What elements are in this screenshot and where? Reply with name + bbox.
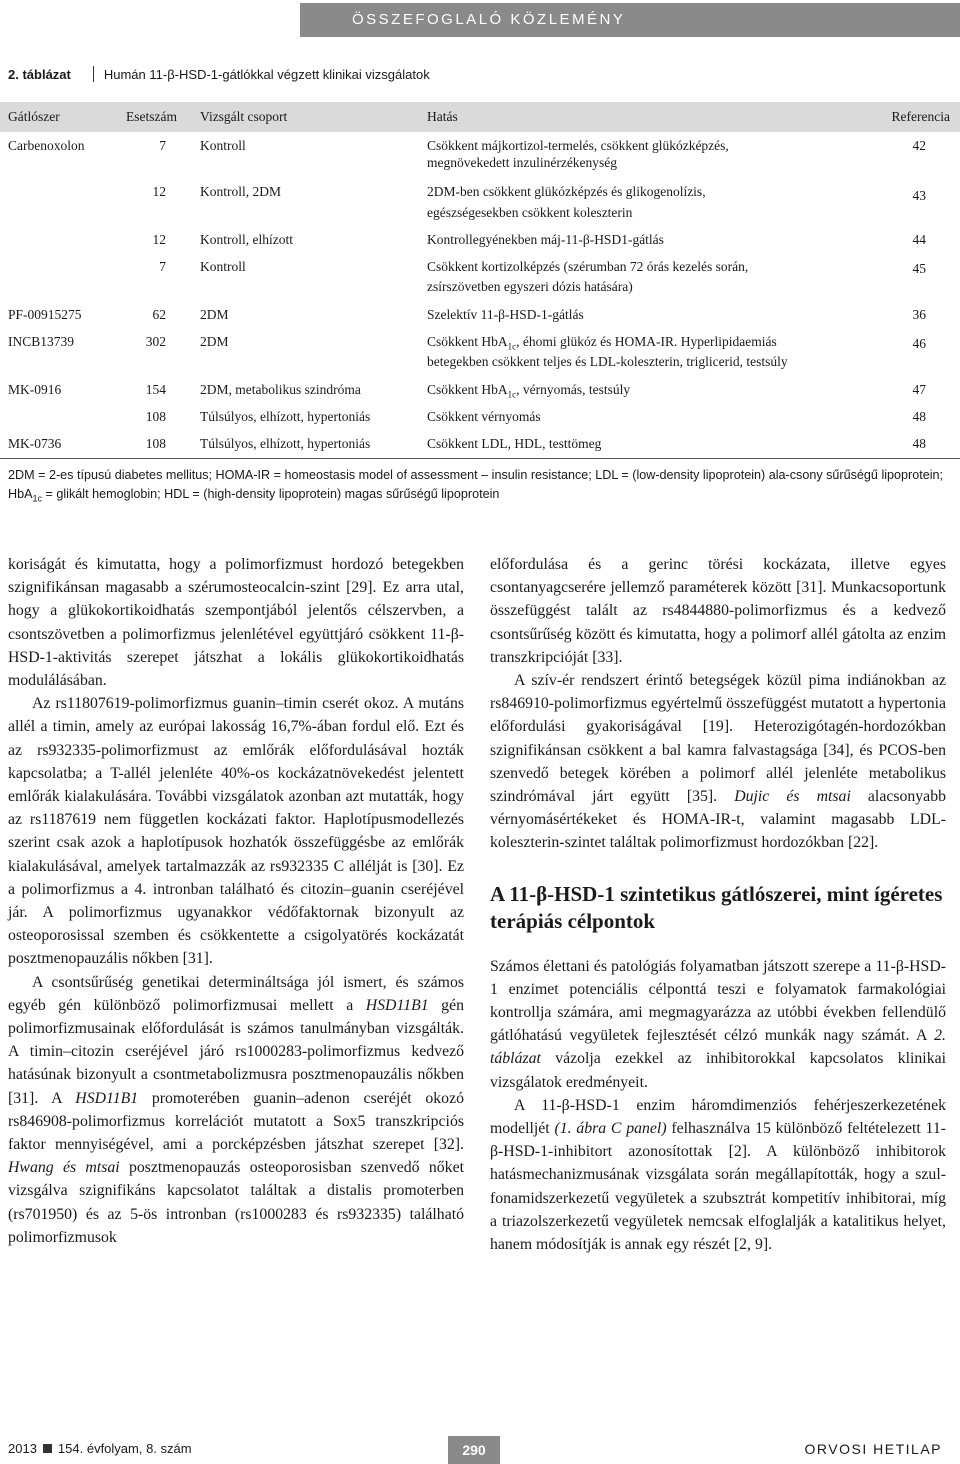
section-title: ÖSSZEFOGLALÓ KÖZLEMÉNY: [352, 11, 626, 28]
cell-cases: 7: [159, 259, 166, 274]
cell-group: Kontroll: [200, 138, 246, 153]
right-text-column: [490, 553, 946, 1256]
cell-drug: Carbenoxolon: [8, 138, 85, 153]
left-text-column: [8, 553, 464, 1249]
cell-effect: Csökkent HbA$_{1c}$, éhomi glükóz és HOMA-IR. Hyperlipidaemiás: [427, 334, 777, 352]
paragraph: Az rs11807619-polimorfizmus guanin–timin cserét okoz. A mutáns allél a timin, amely az európai lakosság 16,7%-ában fordul elő. Ezt és az rs932335-polimorfizmust az emlőrák előfordulásával hozták kapcsolatba; a T-allél jelenléte 40%-os kockázatnövekedést jelentett emlőrák kialakulására. További vizsgálatok azonban azt mutatták, hogy az rs1187619 nem független kockázati faktor. Haplotípusmodellezés szerint csak azok a haplotípusok hozhatók összefüggésbe az emlőrák kialakulásával, amelyek tartalmazzák az rs932335 C allélját is [30]. Ez a polimorfizmus a 4. intronban található és citozin–guanin cseréjével jár. A polimorfizmus ugyanakkor védőfaktornak bizonyult az osteoporosissal szemben és csökkentette a csigolyatörés kockázatát posztmenopauzális nőkben [31].: [8, 695, 464, 968]
cell-cases: 7: [159, 138, 166, 153]
cell-reference: 46: [912, 336, 926, 351]
table-label: 2. táblázat: [8, 67, 71, 82]
cell-drug: MK-0916: [8, 382, 62, 397]
paragraph: koriságát és kimutatta, hogy a polimorfizmust hordozó betegekben szignifikánsan magasabb a szérumosteocalcin-szint [29]. Ez arra utal, hogy a glükokortikoidhatás szempontjából jelentős célszervben, a csontszövetben a polimorfizmus jelenlétével együttjáró csökkent 11-β-HSD-1-aktivitás szerepet játszhat a lokális glükokortikoidhatás modulálásában.: [8, 556, 464, 690]
cell-cases: 154: [145, 382, 166, 397]
section-heading: A 11-β-HSD-1 szintetikus gátlószerei, mint ígéretes terápiás célpontok: [490, 881, 943, 933]
table-header: [0, 102, 960, 132]
cell-drug: PF-00915275: [8, 307, 82, 322]
cell-cases: 12: [152, 232, 166, 247]
cell-effect-cont: betegekben csökkent teljes és LDL-koleszterin, triglicerid, testsúly: [427, 354, 788, 369]
cell-effect-cont: egészségesekben csökkent koleszterin: [427, 205, 633, 220]
paragraph: Számos élettani és patológiás folyamatban játszott szerepe a 11-β-HSD-1 enzimet potenciális célponttá teszi e folyamatok farmakológiai kontrollja számára, ami megmagyarázza az utóbbi években fellendülő gátlóhatású vegyületek fejlesztését célzó munkák nagy számát. A 2. táblázat vázolja ezekkel az inhibitorokkal kapcsolatos klinikai vizsgálatok eredményeit.: [490, 957, 946, 1091]
cell-reference: 44: [912, 232, 926, 247]
cell-effect: Csökkent vérnyomás: [427, 409, 541, 424]
table-footnote: 2DM = 2-es típusú diabetes mellitus; HOMA-IR = homeostasis model of assessment – insulin resistance; LDL = (low-density lipoprotein) ala-csony sűrűségű lipoprotein; HbA$_{1c}$ = glikált hemoglobin; HDL = (high-density lipoprotein) magas sűrűségű lipoprotein: [8, 468, 944, 504]
cell-group: 2DM, metabolikus szindróma: [200, 382, 361, 397]
cell-cases: 302: [145, 334, 166, 349]
cell-group: Túlsúlyos, elhízott, hypertoniás: [200, 409, 371, 424]
paragraph: A 11-β-HSD-1 enzim háromdimenziós fehérjeszerkezetének modelljét (1. ábra C panel) felhasználva 15 különböző feltételezett 11-β-HSD-1-inhibitort azonosítottak [2]. A különböző inhibitorok hatásmechanizmusának vizsgálata során megállapították, hogy a szulfonamidszerkezetű vegyületek a szubsztrát kompetitív inhibitorai, míg a triazolszerkezetű vegyületek nemcsak elfoglalják a katalitikus helyet, hanem módosítják is annak egy részét [2, 9].: [490, 1096, 946, 1254]
section-banner: [300, 3, 960, 37]
page-footer: [0, 1436, 960, 1464]
cell-effect: Csökkent májkortizol-termelés, csökkent glükózképzés,: [427, 138, 729, 153]
cell-drug: MK-0736: [8, 436, 62, 451]
issue-info: [8, 1441, 192, 1456]
cell-effect: Kontrollegyénekben máj-11-β-HSD1-gátlás: [427, 232, 664, 247]
cell-effect-cont: zsírszövetben egyszeri dózis hatására): [427, 279, 633, 294]
footer-volume: 154. évfolyam, 8. szám: [57, 1441, 192, 1456]
cell-group: 2DM: [200, 307, 229, 322]
cell-reference: 45: [912, 261, 926, 276]
cell-group: Kontroll: [200, 259, 246, 274]
column-header-reference: Referencia: [891, 109, 950, 124]
paragraph: előfordulása és a gerinc törési kockázata, illetve egyes csontanyagcserére jellemző paraméterek között [31]. Munkacsoportunk összefüggést talált az rs4844880-polimorfizmus és a kedvező csontsűrűség között és kimutatta, hogy a polimorf allél gátolta az enzim transzkripcióját [33].: [490, 556, 946, 666]
cell-reference: 47: [912, 382, 926, 397]
column-header-cases: Esetszám: [126, 109, 177, 124]
cell-reference: 36: [912, 307, 926, 322]
cell-group: Túlsúlyos, elhízott, hypertoniás: [200, 436, 371, 451]
cell-effect: Csökkent HbA$_{1c}$, vérnyomás, testsúly: [427, 382, 631, 400]
journal-name: ORVOSI HETILAP: [804, 1441, 942, 1457]
cell-reference: 43: [912, 188, 926, 203]
cell-reference: 42: [912, 138, 926, 153]
cell-reference: 48: [912, 409, 926, 424]
column-header-effect: Hatás: [427, 109, 458, 124]
cell-cases: 62: [152, 307, 166, 322]
footer-year: 2013: [8, 1441, 37, 1456]
paragraph: A csontsűrűség genetikai determináltsága jól ismert, és számos egyéb gén különböző polimorfizmusai mellett a HSD11B1 gén polimorfizmusainak előfordulását is számos tanulmányban vizsgálták. A timin–citozin cseréjével járó rs1000283-polimorfizmus kedvező hatásúnak bizonyult a csontmetabolizmusra posztmenopauzális nőkben [31]. A HSD11B1 promoterében guanin–adenon cseréjét okozó rs846908-polimorfizmus korrelációt mutatott a Sox5 transzkripciós faktor mennyiségével, ami a porcképzésben játszhat szerepet [32]. Hwang és mtsai posztmenopauzás osteoporosisban szenvedő nőket vizsgálva szignifikáns kapcsolatot találtak a distalis promoterben (rs701950) és az 5-ös intronban (rs1000283 és rs932335) található polimorfizmusok: [8, 973, 464, 1246]
caption-divider: [93, 66, 94, 82]
column-header-group: Vizsgált csoport: [200, 109, 288, 124]
paragraph: A szív-ér rendszert érintő betegségek közül pima indiánokban az rs846910-polimorfizmus egyértelmű összefüggést mutatott a hypertonia előfordulási gyakoriságával [19]. Heterozigótagén-hordozókban szignifikánsan csökkent a bal kamra falvastagsága [34], és PCOS-ben szenvedő betegek körében a polimorf allél jelenléte metabolikus szindrómával járt együtt [35]. Dujic és mtsai alacsonyabb vérnyomásértékeket és HOMA-IR-t, valamint magasabb LDL-koleszterin-szintet találtak polimorfizmust hordozókban [22].: [490, 672, 946, 852]
cell-cases: 108: [145, 409, 166, 424]
cell-effect: Csökkent LDL, HDL, testtömeg: [427, 436, 602, 451]
table-title: Humán 11-β-HSD-1-gátlókkal végzett klinikai vizsgálatok: [103, 67, 430, 82]
cell-effect: Csökkent kortizolképzés (szérumban 72 órás kezelés során,: [427, 259, 749, 274]
cell-group: Kontroll, elhízott: [200, 232, 293, 247]
cell-effect: Szelektív 11-β-HSD-1-gátlás: [427, 307, 584, 322]
cell-group: 2DM: [200, 334, 229, 349]
cell-drug: INCB13739: [8, 334, 75, 349]
cell-cases: 108: [145, 436, 166, 451]
square-bullet-icon: [43, 1444, 52, 1453]
table-caption: [8, 66, 430, 84]
cell-reference: 48: [912, 436, 926, 451]
cell-effect-cont: megnövekedett inzulinérzékenység: [427, 155, 618, 170]
cell-cases: 12: [152, 184, 166, 199]
cell-effect: 2DM-ben csökkent glükózképzés és glikogenolízis,: [427, 184, 706, 199]
column-header-drug: Gátlószer: [8, 109, 60, 124]
cell-group: Kontroll, 2DM: [200, 184, 281, 199]
table-bottom-rule: [0, 458, 960, 459]
page-number: 290: [448, 1436, 500, 1464]
